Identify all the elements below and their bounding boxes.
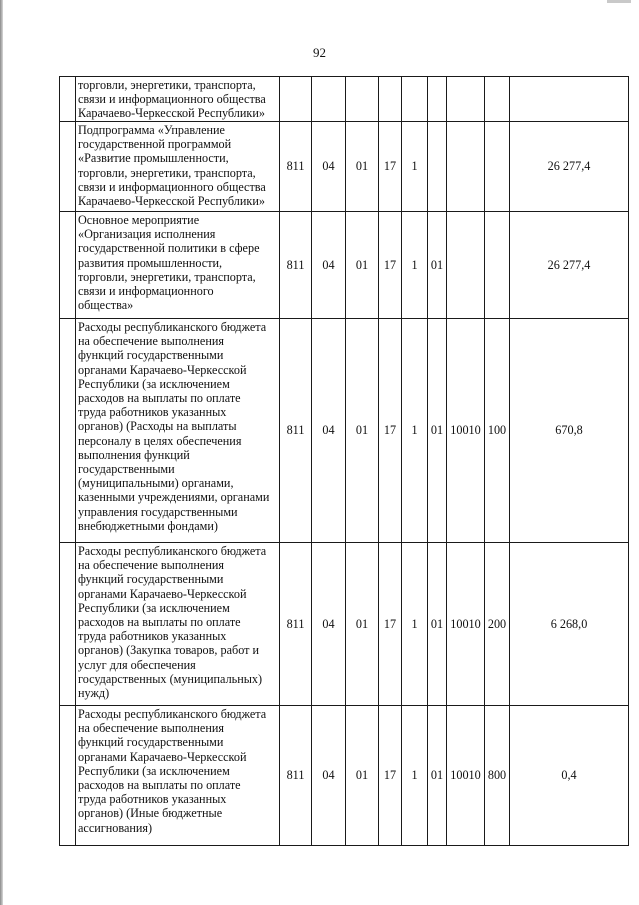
- program-code: 17: [379, 122, 402, 212]
- subsection-code: 01: [346, 706, 379, 846]
- event-code: 01: [428, 212, 447, 319]
- ministry-code: 811: [280, 543, 312, 706]
- event-code: [428, 122, 447, 212]
- program-code: 17: [379, 706, 402, 846]
- direction-code: [447, 77, 485, 122]
- subsection-code: [346, 77, 379, 122]
- subsection-code: 01: [346, 319, 379, 543]
- event-code: 01: [428, 543, 447, 706]
- scan-corner-mark: [607, 0, 631, 3]
- section-code: 04: [312, 543, 346, 706]
- row-name: Подпрограмма «Управление государственной программой «Развитие промышленности, торговли, энергетики, транспорта, связи и информационного общества Карачаево-Черкесской Республики»: [76, 122, 280, 212]
- subprogram-code: [402, 77, 428, 122]
- amount: 0,4: [510, 706, 629, 846]
- section-code: 04: [312, 122, 346, 212]
- row-name: Расходы республиканского бюджета на обеспечение выполнения функций государственными органами Карачаево-Черкесской Республики (за исключением расходов на выплаты по оплате труда работников указанных органов) (Закупка товаров, работ и услуг для обеспечения государственных (муниципальных) нужд): [76, 543, 280, 706]
- subprogram-code: 1: [402, 706, 428, 846]
- ministry-code: 811: [280, 212, 312, 319]
- expense-type-code: 200: [485, 543, 510, 706]
- direction-code: 10010: [447, 319, 485, 543]
- direction-code: [447, 122, 485, 212]
- direction-code: 10010: [447, 706, 485, 846]
- blank-cell: [60, 319, 76, 543]
- ministry-code: 811: [280, 706, 312, 846]
- row-name: Основное мероприятие «Организация исполнения государственной политики в сфере развития промышленности, торговли, энергетики, транспорта, связи и информационного общества»: [76, 212, 280, 319]
- table-row: [60, 77, 629, 122]
- subprogram-code: 1: [402, 122, 428, 212]
- amount: 670,8: [510, 319, 629, 543]
- ministry-code: [280, 77, 312, 122]
- section-code: 04: [312, 319, 346, 543]
- table-row: [60, 122, 629, 212]
- ministry-code: 811: [280, 122, 312, 212]
- section-code: 04: [312, 706, 346, 846]
- budget-table: [59, 76, 629, 846]
- row-name: Расходы республиканского бюджета на обеспечение выполнения функций государственными органами Карачаево-Черкесской Республики (за исключением расходов на выплаты по оплате труда работников указанных органов) (Иные бюджетные ассигнования): [76, 706, 280, 846]
- blank-cell: [60, 706, 76, 846]
- subsection-code: 01: [346, 543, 379, 706]
- ministry-code: 811: [280, 319, 312, 543]
- amount: 26 277,4: [510, 122, 629, 212]
- expense-type-code: [485, 122, 510, 212]
- subprogram-code: 1: [402, 212, 428, 319]
- table-row: [60, 706, 629, 846]
- blank-cell: [60, 122, 76, 212]
- amount: 6 268,0: [510, 543, 629, 706]
- section-code: 04: [312, 212, 346, 319]
- expense-type-code: [485, 212, 510, 319]
- program-code: 17: [379, 543, 402, 706]
- subsection-code: 01: [346, 212, 379, 319]
- program-code: 17: [379, 212, 402, 319]
- scan-edge-shadow: [0, 0, 3, 905]
- table-row: [60, 543, 629, 706]
- subprogram-code: 1: [402, 543, 428, 706]
- blank-cell: [60, 543, 76, 706]
- event-code: 01: [428, 706, 447, 846]
- program-code: 17: [379, 319, 402, 543]
- subprogram-code: 1: [402, 319, 428, 543]
- event-code: [428, 77, 447, 122]
- page-number: 92: [313, 45, 326, 60]
- row-name: Расходы республиканского бюджета на обеспечение выполнения функций государственными органами Карачаево-Черкесской Республики (за исключением расходов на выплаты по оплате труда работников указанных органов) (Расходы на выплаты персоналу в целях обеспечения выполнения функций государственными (муниципальными) органами, казенными учреждениями, органами управления государственными внебюджетными фондами): [76, 319, 280, 543]
- blank-cell: [60, 77, 76, 122]
- table-row: [60, 319, 629, 543]
- program-code: [379, 77, 402, 122]
- amount: [510, 77, 629, 122]
- direction-code: [447, 212, 485, 319]
- blank-cell: [60, 212, 76, 319]
- table-row: [60, 212, 629, 319]
- expense-type-code: 100: [485, 319, 510, 543]
- row-name: торговли, энергетики, транспорта, связи и информационного общества Карачаево-Черкесской Республики»: [76, 77, 280, 122]
- section-code: [312, 77, 346, 122]
- event-code: 01: [428, 319, 447, 543]
- direction-code: 10010: [447, 543, 485, 706]
- expense-type-code: 800: [485, 706, 510, 846]
- amount: 26 277,4: [510, 212, 629, 319]
- expense-type-code: [485, 77, 510, 122]
- subsection-code: 01: [346, 122, 379, 212]
